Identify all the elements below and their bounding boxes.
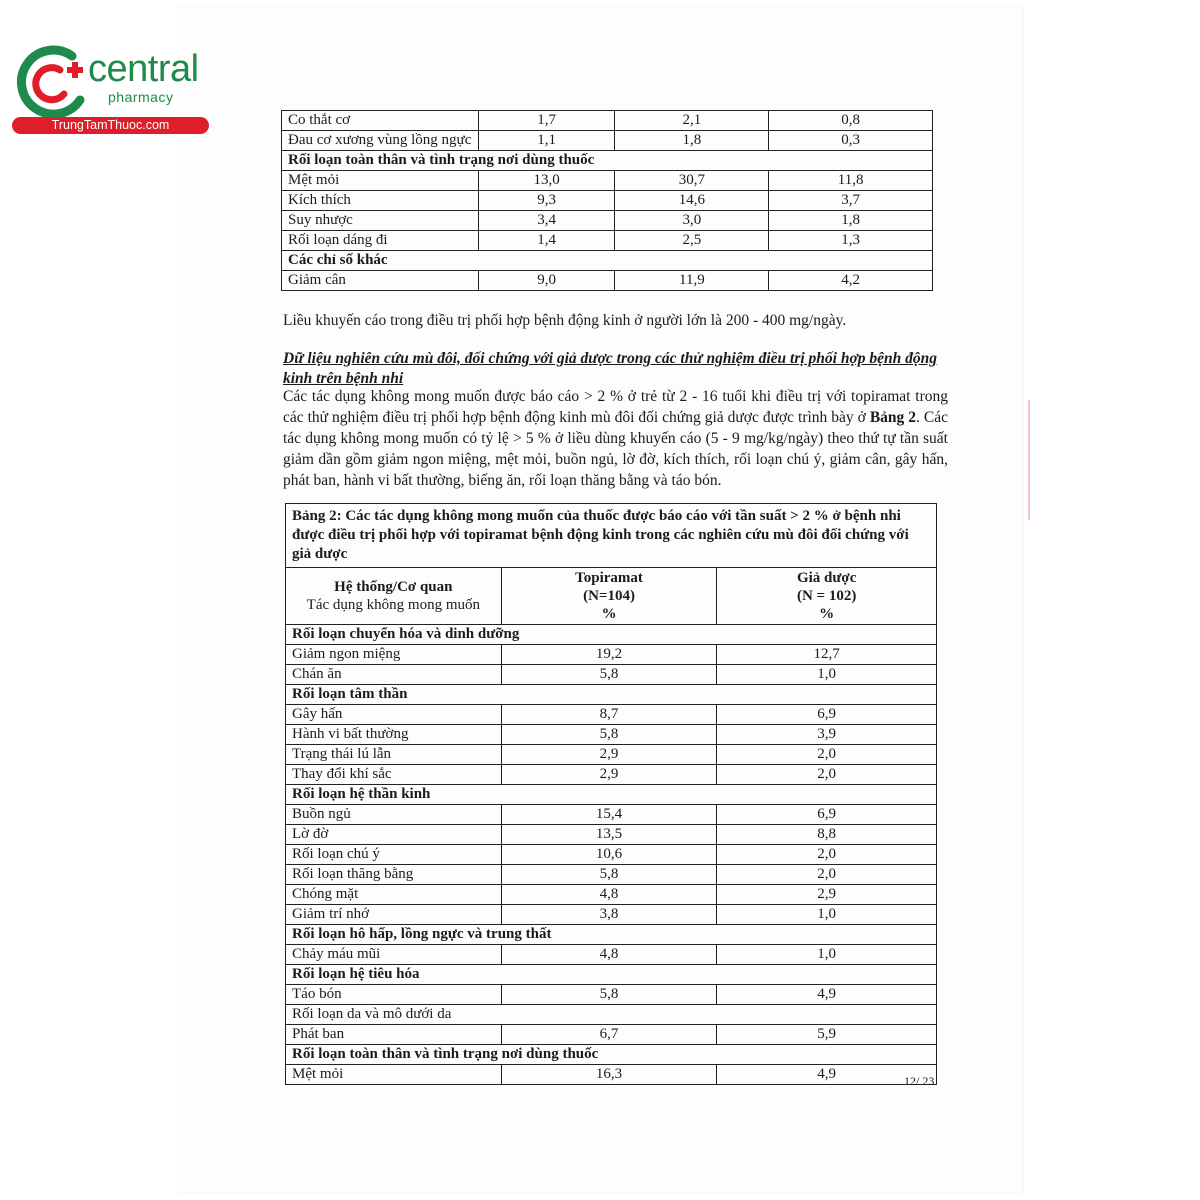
value-cell: 2,9: [717, 885, 937, 905]
brand-url[interactable]: TrungTamThuoc.com: [12, 117, 209, 134]
header-col3-line1: Giả dược: [796, 570, 857, 586]
effect-label: Chóng mặt: [286, 885, 502, 905]
header-col3-line2: (N = 102): [796, 588, 857, 604]
page-number: 12/ 23: [904, 1074, 935, 1088]
table-section-row: [286, 1005, 937, 1025]
value-cell: 3,4: [478, 211, 615, 231]
intro-paragraph: [283, 386, 948, 491]
header-col2-line3: %: [601, 606, 617, 622]
adverse-effects-table-adult: [281, 110, 933, 291]
table-section-row: [282, 251, 933, 271]
value-cell: 5,8: [501, 985, 717, 1005]
table-row: [286, 945, 937, 965]
section-label: Rối loạn hệ tiêu hóa: [286, 965, 937, 985]
paragraph-text-1: Các tác dụng không mong muốn được báo cáo > 2 % ở trẻ từ 2 - 16 tuổi khi điều trị với topiramat trong các thử nghiệm điều trị phối hợp bệnh động kinh mù đôi đối chứng giả dược được trình bày ở: [283, 388, 948, 426]
value-cell: 2,0: [717, 765, 937, 785]
table-section-row: [286, 785, 937, 805]
value-cell: 14,6: [615, 191, 769, 211]
value-cell: 5,8: [501, 725, 717, 745]
value-cell: 4,8: [501, 945, 717, 965]
value-cell: 19,2: [501, 645, 717, 665]
table-row: [286, 885, 937, 905]
value-cell: 11,8: [769, 171, 933, 191]
value-cell: 1,3: [769, 231, 933, 251]
section-label: Rối loạn hô hấp, lồng ngực và trung thất: [286, 925, 937, 945]
table-row: [282, 171, 933, 191]
header-col1-line2: Tác dụng không mong muốn: [306, 597, 480, 613]
effect-label: Suy nhược: [282, 211, 479, 231]
value-cell: 0,3: [769, 131, 933, 151]
value-cell: 8,8: [717, 825, 937, 845]
effect-label: Rối loạn thăng bằng: [286, 865, 502, 885]
value-cell: 13,0: [478, 171, 615, 191]
table-row: [286, 825, 937, 845]
value-cell: 6,7: [501, 1025, 717, 1045]
header-col1-line1: Hệ thống/Cơ quan: [334, 579, 453, 595]
table-row: [286, 705, 937, 725]
section-label: Rối loạn chuyển hóa và dinh dưỡng: [286, 625, 937, 645]
table-row: [286, 1025, 937, 1045]
table-section-row: [286, 925, 937, 945]
value-cell: 1,0: [717, 945, 937, 965]
table-row: [286, 745, 937, 765]
value-cell: 8,7: [501, 705, 717, 725]
value-cell: 4,2: [769, 271, 933, 291]
table-row: [286, 765, 937, 785]
table-row: [282, 111, 933, 131]
effect-label: Trạng thái lú lẫn: [286, 745, 502, 765]
effect-label: Táo bón: [286, 985, 502, 1005]
value-cell: 16,3: [501, 1065, 717, 1085]
value-cell: 1,4: [478, 231, 615, 251]
effect-label: Giảm trí nhớ: [286, 905, 502, 925]
value-cell: 3,8: [501, 905, 717, 925]
value-cell: 30,7: [615, 171, 769, 191]
dose-note: Liều khuyến cáo trong điều trị phối hợp bệnh động kinh ở người lớn là 200 - 400 mg/ngày.: [283, 312, 847, 329]
section-heading: Dữ liệu nghiên cứu mù đôi, đối chứng với giả dược trong các thử nghiệm điều trị phối hợp bệnh động kinh trên bệnh nhi: [283, 350, 938, 387]
value-cell: 2,0: [717, 865, 937, 885]
effect-label: Hành vi bất thường: [286, 725, 502, 745]
table-section-row: [286, 625, 937, 645]
section-label: Các chỉ số khác: [282, 251, 933, 271]
effect-label: Buồn ngủ: [286, 805, 502, 825]
section-label: Rối loạn toàn thân và tình trạng nơi dùng thuốc: [286, 1045, 937, 1065]
section-label: Rối loạn toàn thân và tình trạng nơi dùng thuốc: [282, 151, 933, 171]
table-row: [286, 985, 937, 1005]
effect-label: Gây hấn: [286, 705, 502, 725]
table-row: [286, 1065, 937, 1085]
effect-label: Thay đổi khí sắc: [286, 765, 502, 785]
effect-label: Mệt mỏi: [282, 171, 479, 191]
value-cell: 4,8: [501, 885, 717, 905]
paragraph-text-2: . Các tác dụng không mong muốn có tỷ lệ > 5 % ở liều dùng khuyến cáo (5 - 9 mg/kg/ngày) theo thứ tự tần suất giảm dần gồm giảm ngon miệng, mệt mỏi, buồn ngủ, lờ đờ, kích thích, rối loạn chú ý, giảm cân, gây hấn, phát ban, hành vi bất thường, biếng ăn, rối loạn thăng bằng và táo bón.: [283, 409, 948, 489]
effect-label: Giảm cân: [282, 271, 479, 291]
value-cell: 2,1: [615, 111, 769, 131]
brand-name: central: [88, 48, 199, 90]
value-cell: 6,9: [717, 705, 937, 725]
header-organ-system: [286, 568, 502, 625]
value-cell: 1,0: [717, 665, 937, 685]
header-col2-line2: (N=104): [583, 588, 635, 604]
value-cell: 9,0: [478, 271, 615, 291]
table-row: [282, 271, 933, 291]
effect-label: Rối loạn dáng đi: [282, 231, 479, 251]
table-row: [286, 805, 937, 825]
header-col2-line1: Topiramat: [575, 570, 643, 586]
table-row: [282, 191, 933, 211]
value-cell: 1,8: [615, 131, 769, 151]
value-cell: 2,5: [615, 231, 769, 251]
table-row: [286, 645, 937, 665]
value-cell: 5,8: [501, 865, 717, 885]
value-cell: 1,0: [717, 905, 937, 925]
effect-label: Rối loạn chú ý: [286, 845, 502, 865]
table-row: [282, 231, 933, 251]
table-row: [282, 131, 933, 151]
table-row: [286, 845, 937, 865]
value-cell: 2,0: [717, 745, 937, 765]
value-cell: 13,5: [501, 825, 717, 845]
value-cell: 9,3: [478, 191, 615, 211]
effect-label: Co thắt cơ: [282, 111, 479, 131]
table-section-row: [282, 151, 933, 171]
value-cell: 5,9: [717, 1025, 937, 1045]
effect-label: Lờ đờ: [286, 825, 502, 845]
header-topiramat: [501, 568, 717, 625]
value-cell: 2,0: [717, 845, 937, 865]
value-cell: 0,8: [769, 111, 933, 131]
effect-label: Giảm ngon miệng: [286, 645, 502, 665]
value-cell: 6,9: [717, 805, 937, 825]
table-row: [286, 725, 937, 745]
stamp-mark: [1016, 400, 1030, 520]
table-row: [286, 865, 937, 885]
effect-label: Phát ban: [286, 1025, 502, 1045]
section-label: Rối loạn tâm thần: [286, 685, 937, 705]
adverse-effects-table-pediatric: [285, 503, 937, 1085]
table-caption: Bảng 2: Các tác dụng không mong muốn của thuốc được báo cáo với tần suất > 2 % ở bệnh nhi được điều trị phối hợp với topiramat bệnh động kinh trong các nghiên cứu mù đôi đối chứng với giả dược: [286, 504, 937, 568]
effect-label: Chán ăn: [286, 665, 502, 685]
effect-label: Kích thích: [282, 191, 479, 211]
value-cell: 5,8: [501, 665, 717, 685]
value-cell: 4,9: [717, 1065, 937, 1085]
table-section-row: [286, 1045, 937, 1065]
table-row: [286, 665, 937, 685]
value-cell: 1,7: [478, 111, 615, 131]
brand-sub: pharmacy: [108, 89, 174, 105]
value-cell: 15,4: [501, 805, 717, 825]
value-cell: 12,7: [717, 645, 937, 665]
effect-label: Chảy máu mũi: [286, 945, 502, 965]
value-cell: 10,6: [501, 845, 717, 865]
value-cell: 3,0: [615, 211, 769, 231]
table-row: [286, 905, 937, 925]
value-cell: 4,9: [717, 985, 937, 1005]
header-col3-line3: %: [819, 606, 835, 622]
effect-label: Đau cơ xương vùng lồng ngực: [282, 131, 479, 151]
table-reference: Bảng 2: [869, 409, 917, 426]
header-placebo: [717, 568, 937, 625]
table-row: [282, 211, 933, 231]
value-cell: 2,9: [501, 765, 717, 785]
section-label: Rối loạn hệ thần kinh: [286, 785, 937, 805]
value-cell: 3,9: [717, 725, 937, 745]
value-cell: 1,8: [769, 211, 933, 231]
table-section-row: [286, 965, 937, 985]
value-cell: 3,7: [769, 191, 933, 211]
table-section-row: [286, 685, 937, 705]
value-cell: 2,9: [501, 745, 717, 765]
section-label: Rối loạn da và mô dưới da: [286, 1005, 937, 1025]
effect-label: Mệt mỏi: [286, 1065, 502, 1085]
value-cell: 1,1: [478, 131, 615, 151]
value-cell: 11,9: [615, 271, 769, 291]
